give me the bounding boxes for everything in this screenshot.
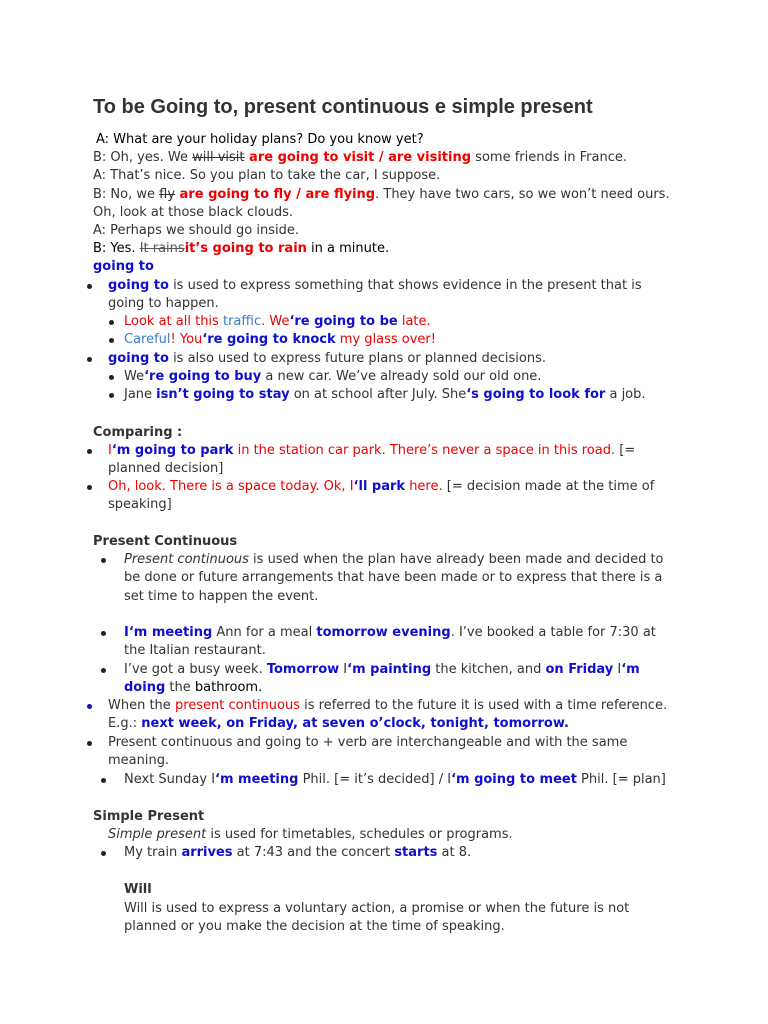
bullet-icon: [101, 778, 106, 783]
going-to-bullet-1: [108, 277, 642, 295]
comparing-heading: Comparing :: [93, 425, 183, 440]
bold-term: ‘m: [621, 662, 640, 677]
bullet-icon: [101, 558, 106, 563]
bullet-icon: [101, 631, 106, 636]
comparing-item-1-cont: planned decision]: [108, 461, 224, 476]
bullet-icon: [109, 338, 114, 343]
text: I’ve got a busy week.: [124, 662, 267, 677]
bold-term: ‘m meeting: [215, 772, 299, 787]
bold-term: ‘re going to be: [289, 314, 398, 329]
text: When the: [108, 698, 175, 713]
bold-term: ‘m going to meet: [451, 772, 577, 787]
text: is also used to express future plans or planned decisions.: [168, 351, 546, 366]
text: at 8.: [437, 845, 472, 860]
text: I: [613, 662, 622, 677]
text: on at school after July. She: [289, 387, 467, 402]
bullet-icon: [101, 668, 106, 673]
pc-definition-cont-1: be done or future arrangements that have been made or to express that there is a: [124, 570, 663, 585]
text: B: Yes.: [93, 241, 140, 256]
italic-term: Simple present: [108, 827, 207, 842]
dialogue-line-6: A: Perhaps we should go inside.: [93, 223, 299, 238]
text: . We: [261, 314, 290, 329]
struck-text: It rains: [139, 241, 185, 256]
text: my glass over!: [335, 332, 436, 347]
text: is used when the plan have already been made and decided to: [248, 552, 664, 567]
pc-example-meeting: [124, 624, 656, 642]
bold-term: tomorrow evening: [316, 625, 451, 640]
text: a new car. We’ve already sold our old one.: [261, 369, 542, 384]
text: . I’ve booked a table for 7:30 at: [450, 625, 656, 640]
going-to-bullet-2: [108, 350, 546, 368]
bold-term: Tomorrow: [266, 662, 340, 677]
struck-text: fly: [159, 187, 176, 202]
bold-term: arrives: [181, 845, 233, 860]
bullet-icon: [87, 449, 92, 454]
text: in the station car park. There’s never a space in this road.: [233, 443, 616, 458]
text: some friends in France.: [471, 150, 627, 165]
comparing-item-2: [108, 478, 654, 496]
pc-definition-cont-2: set time to happen the event.: [124, 589, 319, 604]
bullet-icon: [101, 851, 106, 856]
dialogue-line-7: [93, 240, 389, 258]
text: Look at all this: [124, 314, 223, 329]
example-traffic: [124, 313, 431, 331]
bold-term: doing: [124, 680, 166, 695]
text: the: [165, 680, 195, 695]
text: My train: [124, 845, 182, 860]
pc-time-reference: [108, 697, 667, 715]
simple-present-heading: Simple Present: [93, 809, 205, 824]
text: [=: [615, 443, 636, 458]
present-continuous-heading: Present Continuous: [93, 534, 238, 549]
bold-term: going to: [108, 278, 169, 293]
dialogue-line-3: A: That’s nice. So you plan to take the car, I suppose.: [93, 168, 441, 183]
text: the kitchen, and: [431, 662, 546, 677]
bullet-icon: [87, 704, 92, 709]
bullet-icon: [87, 485, 92, 490]
text: . They have two cars, so we won’t need ours.: [375, 187, 670, 202]
bold-term: I‘m meeting: [124, 625, 213, 640]
bold-term: ‘re going to knock: [202, 332, 336, 347]
comparing-item-1: [108, 442, 635, 460]
comparing-item-2-cont: speaking]: [108, 497, 172, 512]
correction-text: are going to visit / are visiting: [244, 150, 472, 165]
struck-text: will visit: [192, 150, 245, 165]
example-careful: [124, 331, 436, 349]
bold-term: ‘m going to park: [111, 443, 234, 458]
careful-word: Careful: [124, 332, 171, 347]
text: late.: [397, 314, 431, 329]
bold-term: going to: [108, 351, 169, 366]
going-to-heading: going to: [93, 259, 154, 274]
bold-term: next week, on Friday, at seven o’clock, tonight, tomorrow.: [141, 716, 569, 731]
dialogue-line-2: [93, 149, 627, 167]
sp-definition: [108, 826, 513, 844]
pc-definition: [124, 551, 664, 569]
bullet-icon: [109, 375, 114, 380]
dialogue-line-5: Oh, look at those black clouds.: [93, 205, 294, 220]
text: Phil. [= plan]: [576, 772, 666, 787]
bold-term: ‘m painting: [347, 662, 432, 677]
page-title: To be Going to, present continuous e simple present: [93, 96, 593, 118]
will-heading: Will: [124, 882, 152, 897]
bullet-icon: [87, 357, 92, 362]
bullet-icon: [109, 320, 114, 325]
pc-example-meeting-cont: the Italian restaurant.: [124, 643, 266, 658]
text: Next Sunday I: [124, 772, 216, 787]
will-definition-cont: planned or you make the decision at the time of speaking.: [124, 919, 505, 934]
bold-term: ‘ll park: [353, 479, 406, 494]
text: here.: [405, 479, 443, 494]
sp-example-train: [124, 844, 471, 862]
text: Phil. [= it’s decided] / I: [298, 772, 452, 787]
example-new-car: [124, 368, 541, 386]
going-to-bullet-1-cont: going to happen.: [108, 296, 219, 311]
text: in a minute.: [306, 241, 390, 256]
text: I: [108, 443, 112, 458]
text: Jane: [124, 387, 157, 402]
text: B: Oh, yes. We: [93, 150, 193, 165]
text: is used for timetables, schedules or programs.: [206, 827, 513, 842]
text: is referred to the future it is used with a time reference.: [299, 698, 668, 713]
text: bathroom.: [194, 680, 263, 695]
pc-example-busy-week: [124, 661, 640, 679]
correction-text: are going to fly / are flying: [175, 187, 376, 202]
pc-example-busy-week-cont: [124, 679, 262, 697]
text: Oh, look. There is a space today. Ok, I: [108, 479, 354, 494]
text: [= decision made at the time of: [442, 479, 655, 494]
example-jane: [124, 386, 646, 404]
bold-term: ‘re going to buy: [144, 369, 262, 384]
bold-term: on Friday: [545, 662, 614, 677]
pc-interchangeable-cont: meaning.: [108, 753, 170, 768]
correction-text: it’s going to rain: [184, 241, 307, 256]
text: a job.: [605, 387, 646, 402]
bullet-icon: [87, 741, 92, 746]
will-definition: Will is used to express a voluntary action, a promise or when the future is not: [124, 901, 630, 916]
text: is used to express something that shows evidence in the present that is: [168, 278, 642, 293]
bullet-icon: [109, 393, 114, 398]
italic-term: Present continuous: [124, 552, 249, 567]
bullet-icon: [87, 284, 92, 289]
text: I: [339, 662, 348, 677]
text: E.g.:: [108, 716, 142, 731]
text: B: No, we: [93, 187, 160, 202]
text: at 7:43 and the concert: [232, 845, 395, 860]
bold-term: ‘s going to look for: [466, 387, 606, 402]
text: We: [124, 369, 145, 384]
pc-interchangeable: Present continuous and going to + verb are interchangeable and with the same: [108, 735, 628, 750]
text: ! You: [170, 332, 203, 347]
traffic-word: traffic: [222, 314, 262, 329]
dialogue-line-1: A: What are your holiday plans? Do you know yet?: [96, 132, 424, 147]
pc-example-phil: [124, 771, 666, 789]
text: Ann for a meal: [212, 625, 317, 640]
dialogue-line-4: [93, 186, 670, 204]
red-term: present continuous: [174, 698, 300, 713]
pc-time-reference-examples: [108, 715, 569, 733]
bold-term: starts: [394, 845, 438, 860]
bold-term: isn’t going to stay: [156, 387, 290, 402]
